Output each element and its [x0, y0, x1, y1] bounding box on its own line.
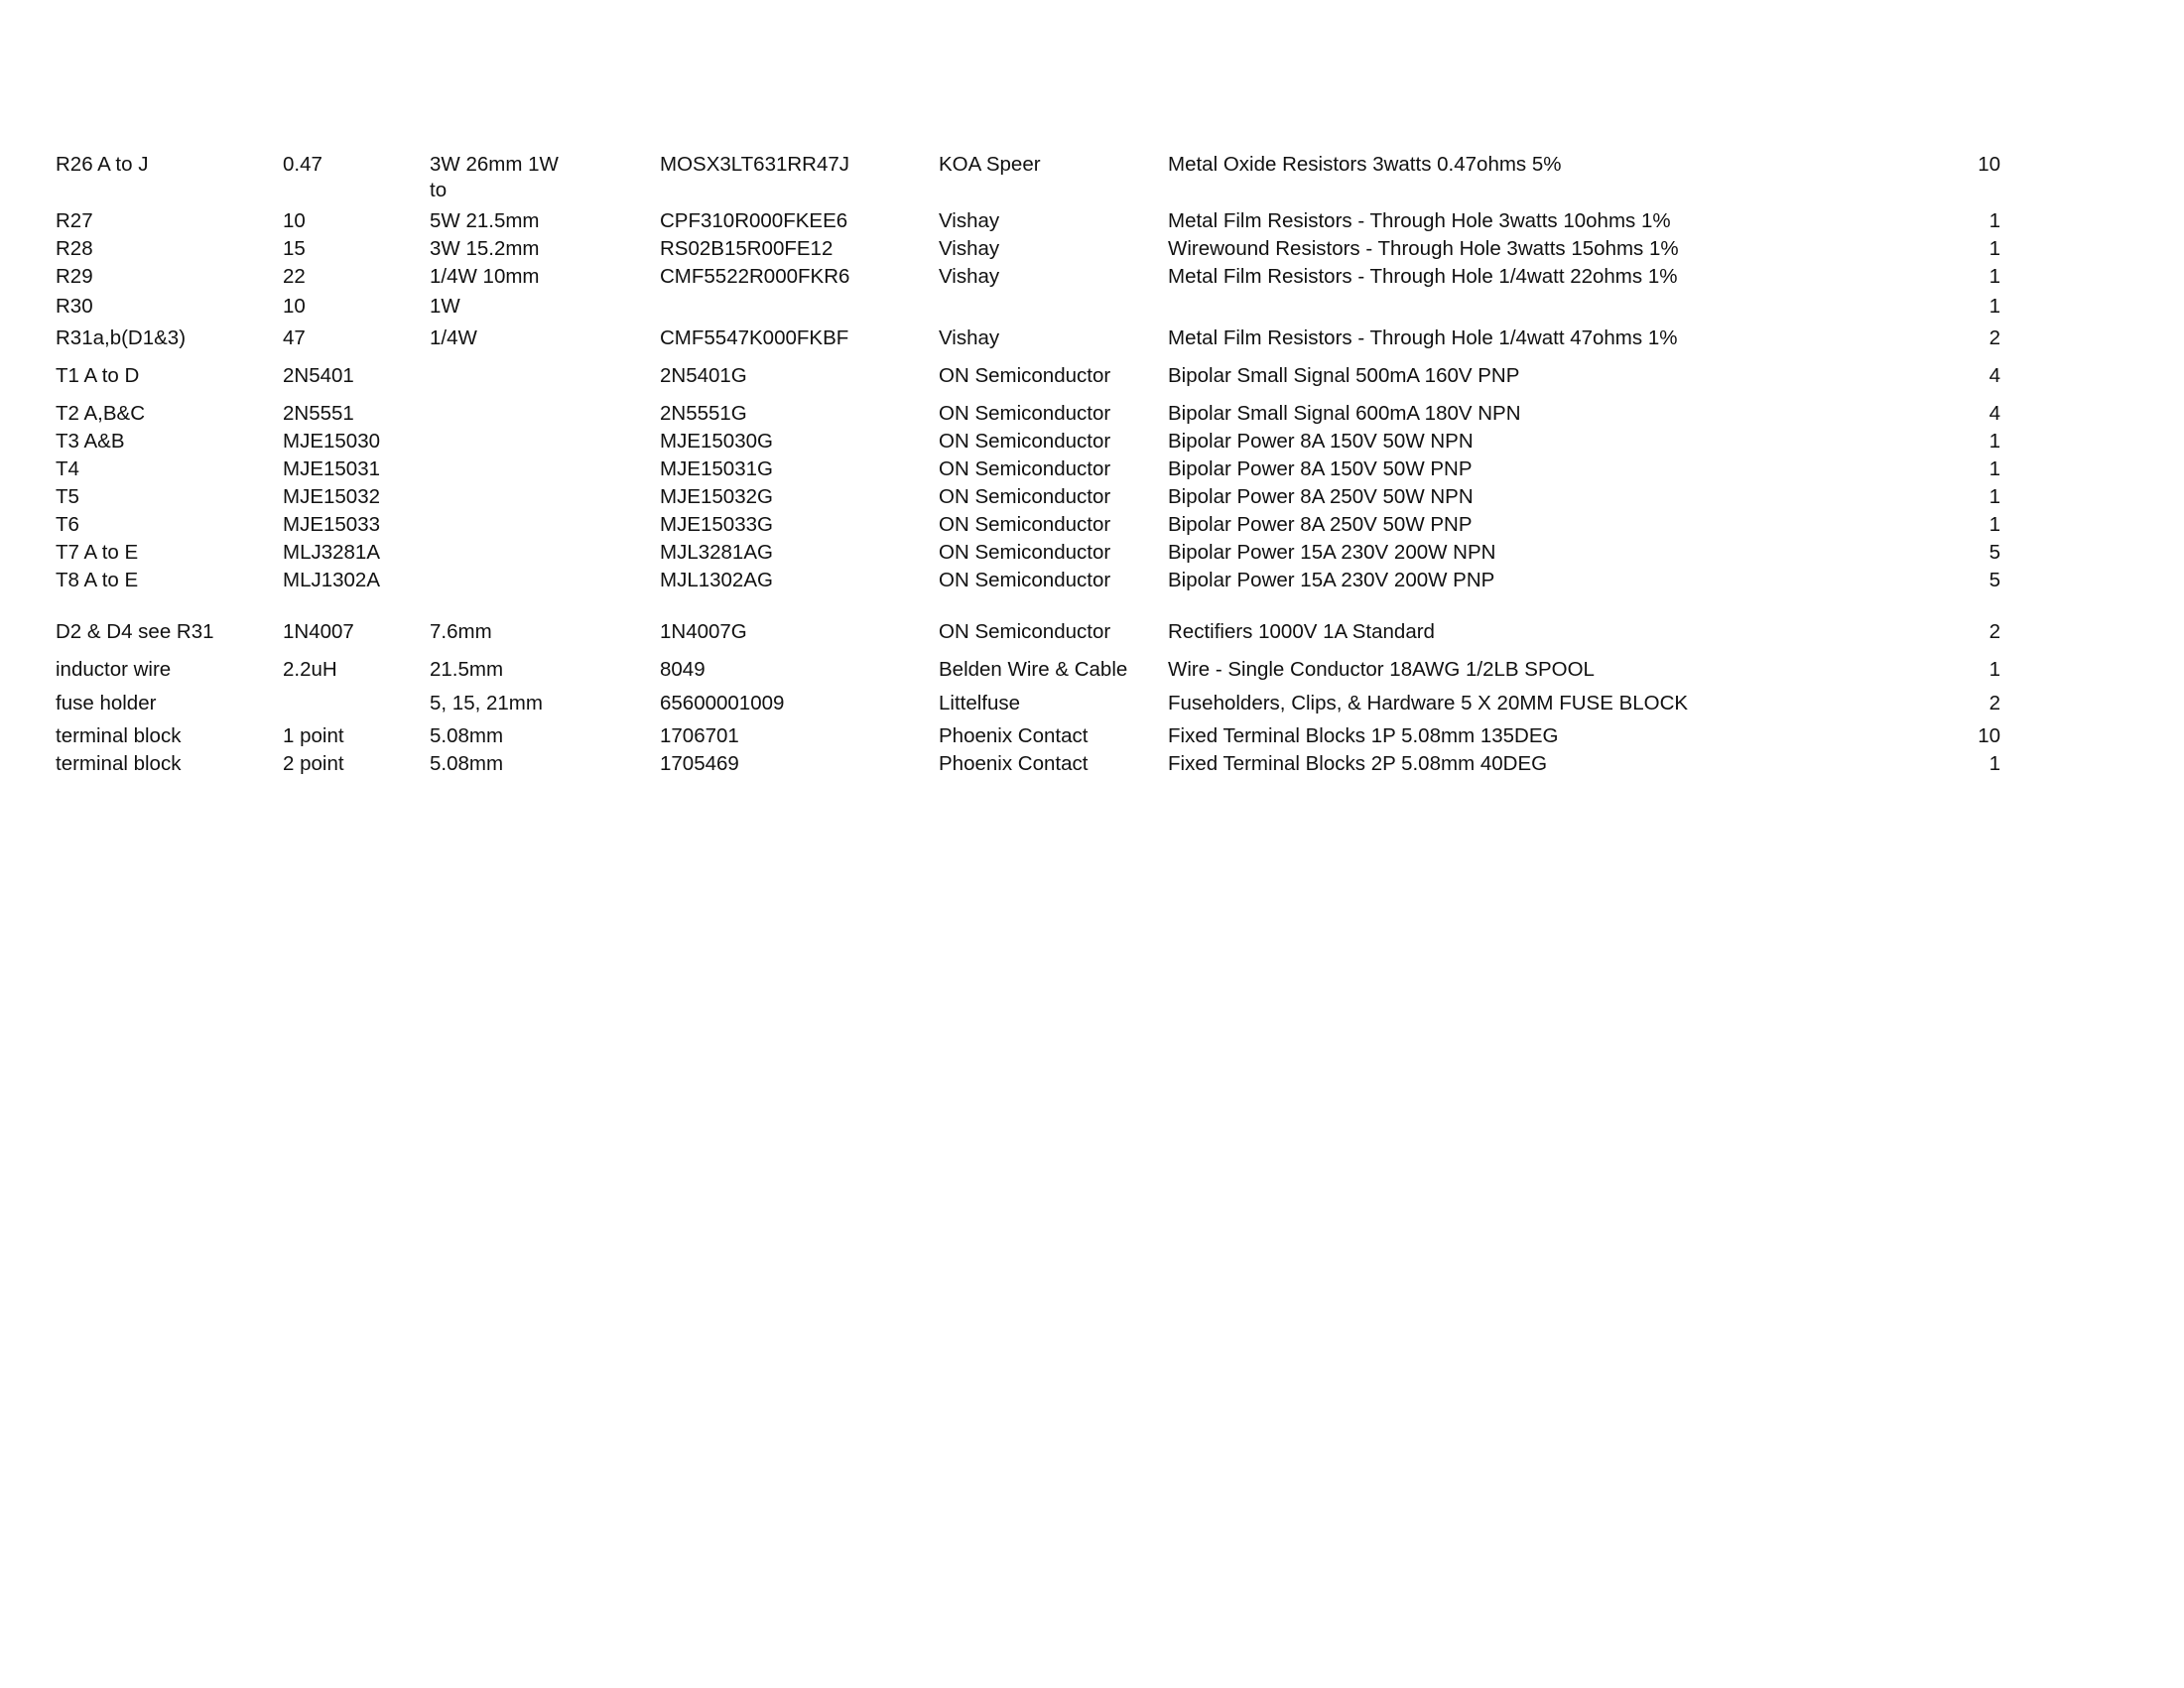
cell-reference: R31a,b(D1&3): [56, 326, 187, 349]
table-row: [56, 723, 2000, 753]
cell-part-number: 2N5551G: [660, 402, 747, 425]
table-row: [56, 619, 2000, 649]
cell-reference: T2 A,B&C: [56, 402, 146, 425]
cell-part-number: RS02B15R00FE12: [660, 237, 834, 260]
cell-value: 47: [283, 326, 306, 349]
cell-manufacturer: KOA Speer: [939, 153, 1041, 176]
cell-reference: R29: [56, 265, 93, 288]
cell-reference: R28: [56, 237, 93, 260]
cell-description: Rectifiers 1000V 1A Standard: [1168, 620, 1435, 643]
cell-value: MJE15031: [283, 457, 381, 480]
cell-value: MJE15033: [283, 513, 381, 536]
cell-value: MLJ3281A: [283, 541, 381, 564]
cell-description: Metal Film Resistors - Through Hole 3watts 10ohms 1%: [1168, 209, 1671, 232]
cell-part-number: CPF310R000FKEE6: [660, 209, 848, 232]
cell-value: 22: [283, 265, 306, 288]
cell-manufacturer: ON Semiconductor: [939, 457, 1111, 480]
cell-value: MLJ1302A: [283, 569, 381, 591]
cell-package: 5.08mm: [430, 724, 504, 747]
cell-part-number: MJE15032G: [660, 485, 773, 508]
cell-description: Bipolar Power 8A 250V 50W PNP: [1168, 513, 1473, 536]
cell-manufacturer: Vishay: [939, 265, 1000, 288]
cell-quantity: 1: [1989, 658, 2000, 681]
cell-value: 2 point: [283, 752, 344, 775]
cell-reference: T5: [56, 485, 79, 508]
cell-quantity: 1: [1989, 209, 2000, 232]
table-row: [56, 691, 2000, 720]
cell-quantity: 2: [1989, 326, 2000, 349]
cell-value: 1N4007: [283, 620, 354, 643]
cell-description: Metal Film Resistors - Through Hole 1/4watt 47ohms 1%: [1168, 326, 1678, 349]
cell-part-number: 8049: [660, 658, 706, 681]
table-row: [56, 363, 2000, 393]
cell-part-number: 1705469: [660, 752, 739, 775]
cell-part-number: MJE15033G: [660, 513, 773, 536]
table-row: [56, 401, 2000, 431]
cell-reference: T8 A to E: [56, 569, 139, 591]
cell-value: 10: [283, 295, 306, 318]
cell-quantity: 1: [1989, 485, 2000, 508]
table-row: [56, 751, 2000, 781]
cell-quantity: 5: [1989, 569, 2000, 591]
cell-reference: R30: [56, 295, 93, 318]
cell-package: 5.08mm: [430, 752, 504, 775]
table-row: [56, 456, 2000, 486]
cell-reference: T3 A&B: [56, 430, 125, 453]
cell-quantity: 1: [1989, 457, 2000, 480]
cell-package: 5W 21.5mm: [430, 209, 540, 232]
cell-reference: T7 A to E: [56, 541, 139, 564]
cell-manufacturer: Vishay: [939, 209, 1000, 232]
cell-manufacturer: Vishay: [939, 326, 1000, 349]
cell-manufacturer: Vishay: [939, 237, 1000, 260]
table-row: [56, 540, 2000, 570]
cell-quantity: 1: [1989, 295, 2000, 318]
cell-quantity: 1: [1989, 513, 2000, 536]
cell-manufacturer: Phoenix Contact: [939, 752, 1089, 775]
cell-value: 15: [283, 237, 306, 260]
cell-package: 1W: [430, 295, 460, 318]
cell-manufacturer: Phoenix Contact: [939, 724, 1089, 747]
table-row: [56, 657, 2000, 687]
table-row: [56, 325, 2000, 355]
cell-description: Wirewound Resistors - Through Hole 3watts 15ohms 1%: [1168, 237, 1679, 260]
cell-manufacturer: Littelfuse: [939, 692, 1021, 714]
cell-value: 2.2uH: [283, 658, 337, 681]
cell-quantity: 1: [1989, 265, 2000, 288]
cell-reference: D2 & D4 see R31: [56, 620, 214, 643]
cell-reference: T1 A to D: [56, 364, 140, 387]
cell-quantity: 2: [1989, 692, 2000, 714]
cell-manufacturer: ON Semiconductor: [939, 485, 1111, 508]
cell-description: Metal Oxide Resistors 3watts 0.47ohms 5%: [1168, 153, 1562, 176]
cell-description: Bipolar Power 8A 250V 50W NPN: [1168, 485, 1474, 508]
cell-value: MJE15032: [283, 485, 381, 508]
cell-part-number: 65600001009: [660, 692, 785, 714]
cell-reference: terminal block: [56, 752, 182, 775]
cell-part-number: CMF5547K000FKBF: [660, 326, 849, 349]
cell-description: Wire - Single Conductor 18AWG 1/2LB SPOOL: [1168, 658, 1595, 681]
cell-reference: terminal block: [56, 724, 182, 747]
cell-description: Fuseholders, Clips, & Hardware 5 X 20MM FUSE BLOCK: [1168, 692, 1689, 714]
cell-part-number: 2N5401G: [660, 364, 747, 387]
cell-package: 1/4W: [430, 326, 477, 349]
cell-quantity: 5: [1989, 541, 2000, 564]
cell-description: Bipolar Small Signal 500mA 160V PNP: [1168, 364, 1520, 387]
cell-reference: R26 A to J: [56, 153, 149, 176]
cell-value: 0.47: [283, 153, 322, 176]
cell-value: 1 point: [283, 724, 344, 747]
cell-description: Bipolar Power 8A 150V 50W NPN: [1168, 430, 1474, 453]
cell-reference: R27: [56, 209, 93, 232]
cell-part-number: MJL1302AG: [660, 569, 773, 591]
table-row: [56, 429, 2000, 458]
cell-part-number: MJL3281AG: [660, 541, 773, 564]
cell-description: Bipolar Power 8A 150V 50W PNP: [1168, 457, 1473, 480]
cell-quantity: 1: [1989, 430, 2000, 453]
cell-part-number: CMF5522R000FKR6: [660, 265, 850, 288]
cell-quantity: 1: [1989, 752, 2000, 775]
table-row: [56, 236, 2000, 266]
cell-quantity: 2: [1989, 620, 2000, 643]
cell-part-number: MJE15031G: [660, 457, 773, 480]
cell-package: 3W 15.2mm: [430, 237, 540, 260]
table-row: [56, 152, 2000, 201]
cell-quantity: 10: [1978, 724, 2000, 747]
cell-package: 1/4W 10mm: [430, 265, 540, 288]
cell-manufacturer: ON Semiconductor: [939, 364, 1111, 387]
cell-package: 21.5mm: [430, 658, 504, 681]
cell-description: Bipolar Power 15A 230V 200W NPN: [1168, 541, 1496, 564]
cell-part-number: MOSX3LT631RR47J: [660, 153, 850, 176]
table-row: [56, 484, 2000, 514]
cell-manufacturer: ON Semiconductor: [939, 430, 1111, 453]
cell-manufacturer: ON Semiconductor: [939, 569, 1111, 591]
cell-quantity: 10: [1978, 153, 2000, 176]
cell-package: 7.6mm: [430, 620, 492, 643]
cell-quantity: 1: [1989, 237, 2000, 260]
cell-quantity: 4: [1989, 402, 2000, 425]
table-row: [56, 568, 2000, 597]
table-row: [56, 294, 2000, 324]
cell-package: 3W 26mm 1W to: [430, 153, 559, 201]
cell-value: 2N5551: [283, 402, 354, 425]
cell-manufacturer: ON Semiconductor: [939, 541, 1111, 564]
cell-part-number: 1706701: [660, 724, 739, 747]
cell-value: MJE15030: [283, 430, 381, 453]
table-row: [56, 264, 2000, 294]
cell-description: Bipolar Power 15A 230V 200W PNP: [1168, 569, 1495, 591]
cell-manufacturer: ON Semiconductor: [939, 620, 1111, 643]
cell-reference: fuse holder: [56, 692, 157, 714]
cell-quantity: 4: [1989, 364, 2000, 387]
cell-description: Metal Film Resistors - Through Hole 1/4watt 22ohms 1%: [1168, 265, 1678, 288]
cell-manufacturer: Belden Wire & Cable: [939, 658, 1128, 681]
cell-reference: T4: [56, 457, 79, 480]
cell-manufacturer: ON Semiconductor: [939, 513, 1111, 536]
cell-part-number: 1N4007G: [660, 620, 747, 643]
cell-manufacturer: ON Semiconductor: [939, 402, 1111, 425]
cell-part-number: MJE15030G: [660, 430, 773, 453]
cell-description: Bipolar Small Signal 600mA 180V NPN: [1168, 402, 1521, 425]
table-row: [56, 208, 2000, 238]
cell-value: 2N5401: [283, 364, 354, 387]
cell-value: 10: [283, 209, 306, 232]
cell-reference: T6: [56, 513, 79, 536]
table-row: [56, 512, 2000, 542]
cell-package: 5, 15, 21mm: [430, 692, 543, 714]
cell-description: Fixed Terminal Blocks 1P 5.08mm 135DEG: [1168, 724, 1559, 747]
cell-reference: inductor wire: [56, 658, 172, 681]
cell-description: Fixed Terminal Blocks 2P 5.08mm 40DEG: [1168, 752, 1548, 775]
